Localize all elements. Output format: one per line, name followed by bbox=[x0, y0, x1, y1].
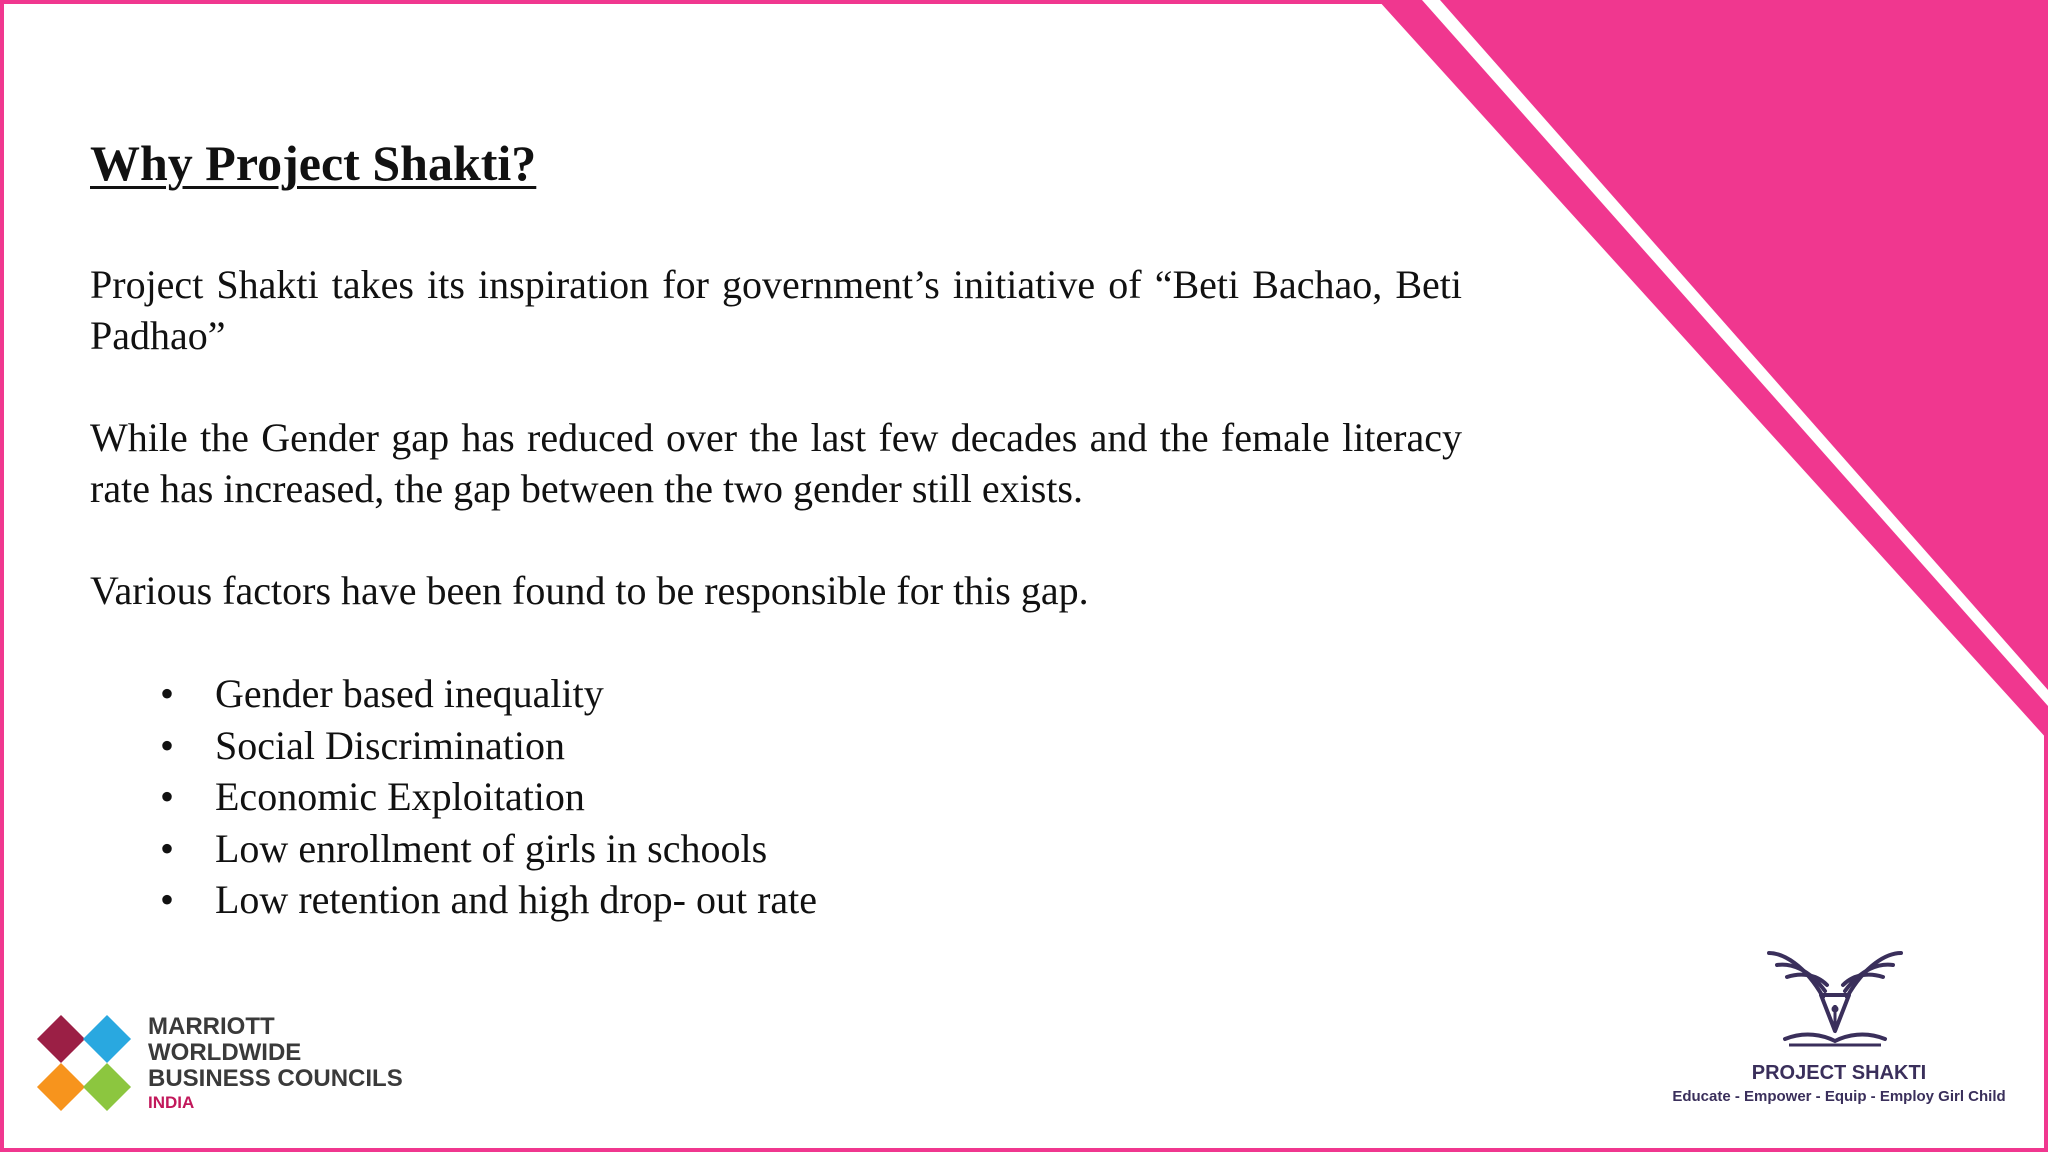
logo-line: BUSINESS COUNCILS bbox=[148, 1065, 403, 1092]
factor-text: Gender based inequality bbox=[215, 671, 604, 716]
logo-tile-green bbox=[83, 1063, 131, 1111]
bullet-glyph: • bbox=[160, 671, 175, 716]
list-item bbox=[160, 874, 817, 926]
logo-line: MARRIOTT bbox=[148, 1013, 275, 1040]
factor-text: Economic Exploitation bbox=[215, 774, 585, 819]
bullet-glyph: • bbox=[160, 722, 175, 768]
list-item bbox=[160, 668, 817, 720]
list-item bbox=[160, 823, 817, 875]
factors-list bbox=[160, 668, 817, 926]
project-shakti-pen-wings-icon bbox=[1765, 935, 1905, 1055]
bullet-glyph: • bbox=[160, 825, 175, 871]
slide-title: Why Project Shakti? bbox=[90, 135, 537, 191]
list-item bbox=[160, 771, 817, 823]
logo-region: INDIA bbox=[148, 1093, 195, 1112]
logo-line: WORLDWIDE bbox=[148, 1039, 302, 1066]
project-shakti-tagline: Educate - Empower - Equip - Employ Girl Child bbox=[1672, 1088, 2006, 1105]
logo-tile-orange bbox=[37, 1063, 85, 1111]
paragraph-gender-gap: While the Gender gap has reduced over the last few decades and the female literacy rate has increased, the gap between the two gender still exists. bbox=[90, 415, 1462, 511]
paragraph-factors-intro: Various factors have been found to be responsible for this gap. bbox=[90, 568, 1089, 613]
factor-text: Social Discrimination bbox=[215, 722, 565, 768]
pink-corner-band bbox=[1378, 0, 2048, 740]
logo-tile-maroon bbox=[37, 1015, 85, 1063]
project-shakti-name: PROJECT SHAKTI bbox=[1751, 1062, 1927, 1084]
marriott-logo-text bbox=[148, 1014, 403, 1114]
factor-text: Low enrollment of girls in schools bbox=[215, 825, 768, 871]
paragraph-inspiration: Project Shakti takes its inspiration for government’s initiative of “Beti Bachao, Beti Padhao” bbox=[90, 262, 1462, 358]
logo-tile-blue bbox=[83, 1015, 131, 1063]
list-item bbox=[160, 720, 817, 772]
bullet-glyph: • bbox=[160, 774, 175, 819]
bullet-glyph: • bbox=[160, 877, 175, 922]
factor-text: Low retention and high drop- out rate bbox=[215, 877, 818, 922]
